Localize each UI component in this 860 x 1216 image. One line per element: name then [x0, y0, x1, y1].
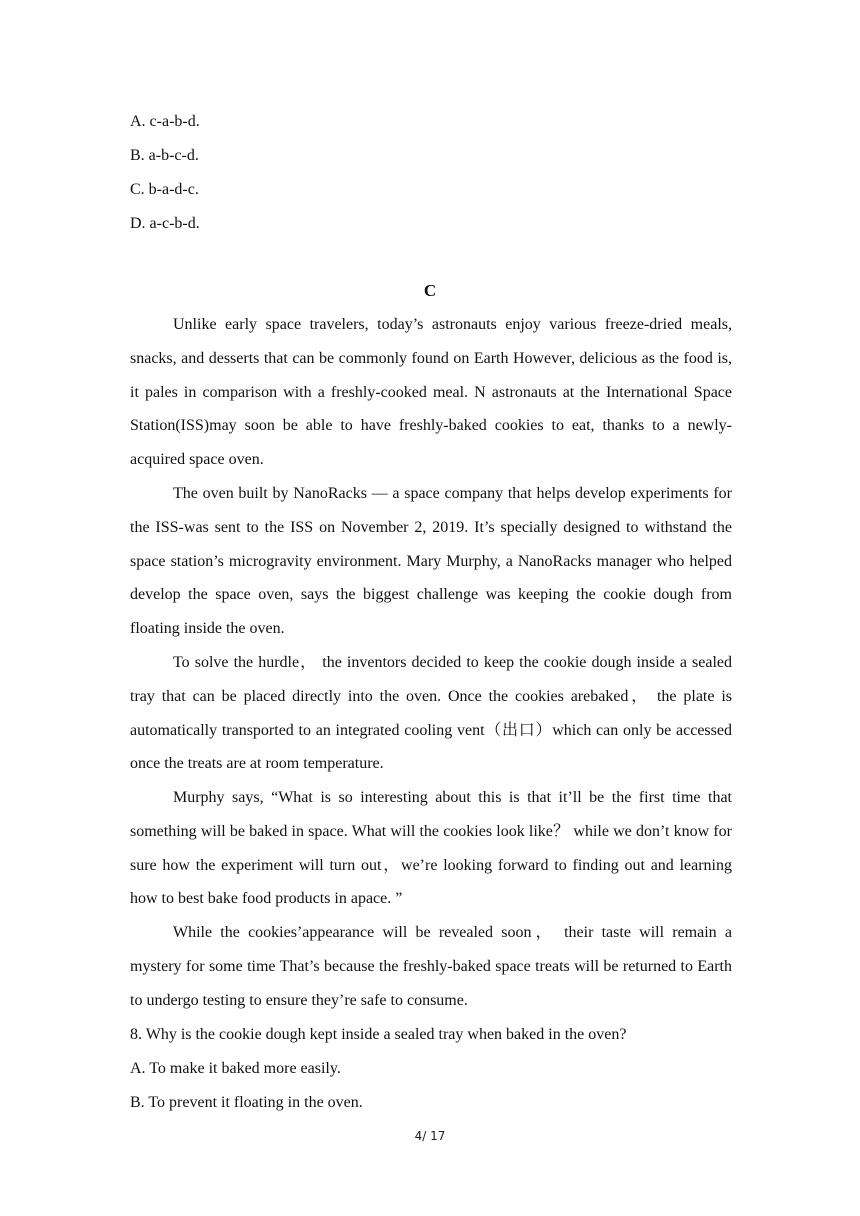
passage-paragraph-1: Unlike early space travelers, today’s astronauts enjoy various freeze-dried meals, snacks, and desserts that can be commonly found on Earth However, delicious as the food is, it pales in comparison with a freshly-cooked meal. N astronauts at the International Space Station(ISS)may soon be able to have freshly-baked cookies to eat, thanks to a newly-acquired space oven.: [130, 316, 732, 469]
passage-paragraph-5: While the cookies’appearance will be revealed soon， their taste will remain a mystery for some time That’s because the freshly-baked space treats will be returned to Earth to undergo testing to ensure they’re safe to consume.: [130, 924, 732, 1009]
previous-option-c: C. b-a-d-c.: [130, 181, 199, 198]
previous-option-d: D. a-c-b-d.: [130, 215, 200, 232]
passage-paragraph-3: To solve the hurdle， the inventors decided to keep the cookie dough inside a sealed tray that can be placed directly into the oven. Once the cookies arebaked， the plate is automatically transported to an integrated cooling vent（出口）which can only be accessed once the treats are at room temperature.: [130, 654, 732, 773]
section-heading: C: [423, 281, 437, 300]
question-8: 8. Why is the cookie dough kept inside a sealed tray when baked in the oven?: [130, 1026, 627, 1043]
answer-option-a: A. To make it baked more easily.: [130, 1060, 341, 1077]
page-number: 4/ 17: [414, 1129, 446, 1143]
answer-option-b: B. To prevent it floating in the oven.: [130, 1094, 363, 1111]
passage-paragraph-4: Murphy says, “What is so interesting about this is that it’ll be the first time that something will be baked in space. What will the cookies look like？ while we don’t know for sure how the experiment will turn out，we’re looking forward to finding out and learning how to best bake food products in apace. ”: [130, 789, 732, 908]
previous-option-a: A. c-a-b-d.: [130, 113, 200, 130]
passage-paragraph-2: The oven built by NanoRacks — a space company that helps develop experiments for the ISS-was sent to the ISS on November 2, 2019. It’s specially designed to withstand the space station’s microgravity environment. Mary Murphy, a NanoRacks manager who helped develop the space oven, says the biggest challenge was keeping the cookie dough from floating inside the oven.: [130, 485, 732, 638]
previous-option-b: B. a-b-c-d.: [130, 147, 199, 164]
